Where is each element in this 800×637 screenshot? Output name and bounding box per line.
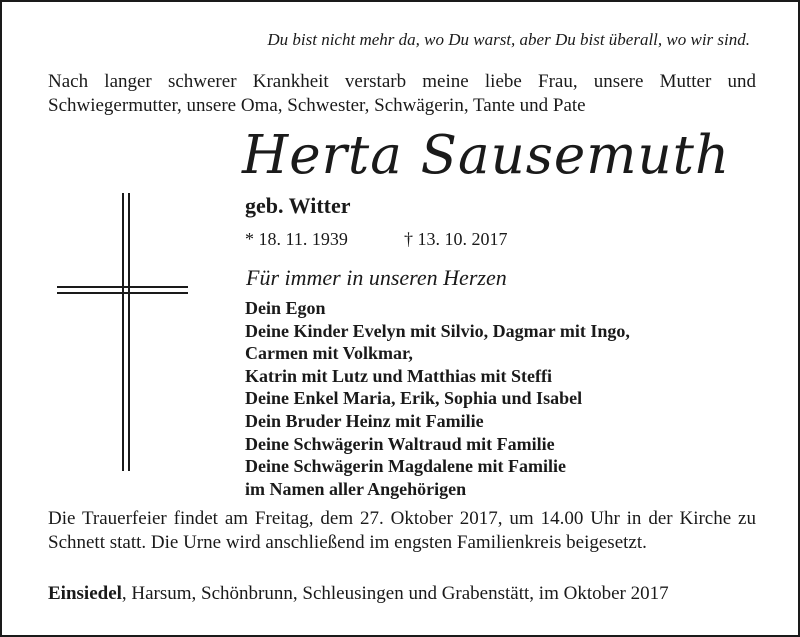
mourner-line: Carmen mit Volkmar, bbox=[245, 343, 413, 364]
cross-vertical-bar bbox=[122, 193, 124, 471]
place-date-line bbox=[48, 583, 669, 605]
mourner-line: Deine Schwägerin Waltraud mit Familie bbox=[245, 433, 555, 454]
memorial-quote: Du bist nicht mehr da, wo Du warst, aber Du bist überall, wo wir sind. bbox=[267, 30, 750, 49]
death-date: † 13. 10. 2017 bbox=[404, 229, 508, 249]
mourner-line: Dein Egon bbox=[245, 298, 326, 318]
life-dates bbox=[245, 229, 508, 250]
deceased-name: Herta Sausemuth bbox=[242, 125, 731, 186]
mourner-line: Deine Kinder Evelyn mit Silvio, Dagmar mit Ingo, bbox=[245, 320, 630, 341]
mourners-list bbox=[245, 297, 630, 500]
funeral-info: Die Trauerfeier findet am Freitag, dem 27. Oktober 2017, um 14.00 Uhr in der Kirche zu Schnett statt. Die Urne wird anschließend im engsten Familienkreis beigesetzt. bbox=[48, 508, 756, 553]
cross-icon bbox=[57, 193, 188, 471]
birth-date: * 18. 11. 1939 bbox=[245, 229, 348, 249]
place-rest: , Harsum, Schönbrunn, Schleusingen und Grabenstätt, im Oktober 2017 bbox=[121, 583, 669, 604]
mourner-line: Katrin mit Lutz und Matthias mit Steffi bbox=[245, 365, 552, 386]
mourner-line: im Namen aller Angehörigen bbox=[245, 478, 467, 499]
intro-text: Nach langer schwerer Krankheit verstarb meine liebe Frau, unsere Mutter und Schwiegermutter, unsere Oma, Schwester, Schwägerin, Tante und Pate bbox=[48, 71, 756, 116]
cross-vertical-bar bbox=[128, 193, 130, 471]
mourner-line: Deine Schwägerin Magdalene mit Familie bbox=[245, 456, 566, 477]
mourner-line: Dein Bruder Heinz mit Familie bbox=[245, 410, 484, 431]
cross-horizontal-bar bbox=[57, 292, 188, 294]
cross-horizontal-bar bbox=[57, 286, 188, 288]
place-primary: Einsiedel bbox=[48, 583, 122, 604]
maiden-name: geb. Witter bbox=[245, 193, 351, 218]
motto: Für immer in unseren Herzen bbox=[246, 265, 507, 290]
mourner-line: Deine Enkel Maria, Erik, Sophia und Isabel bbox=[245, 388, 583, 409]
